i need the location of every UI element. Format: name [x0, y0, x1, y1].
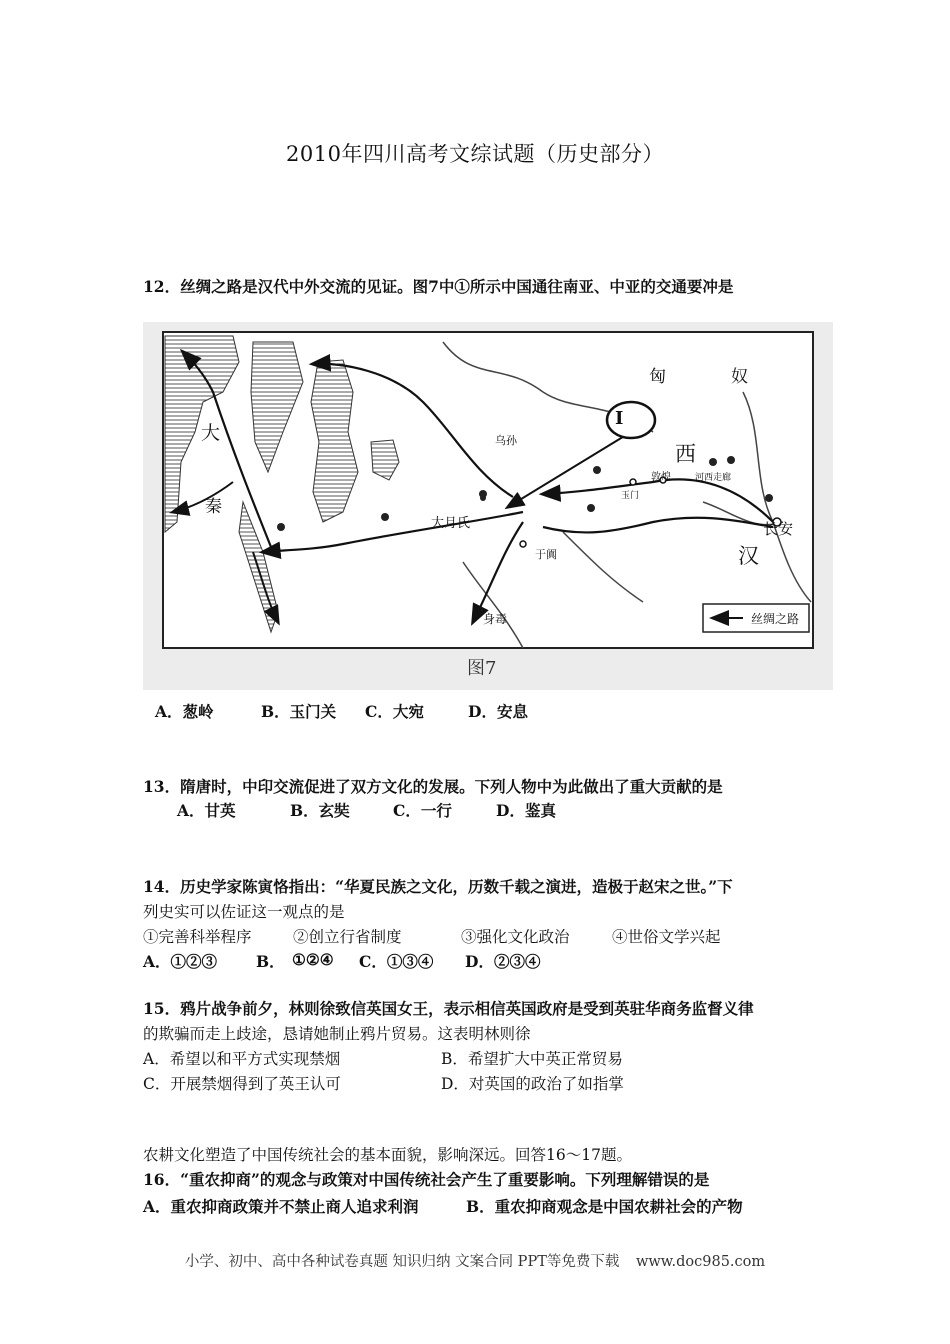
question-13-stem: 13．隋唐时，中印交流促进了双方文化的发展。下列人物中为此做出了重大贡献的是	[143, 777, 723, 796]
map-label-xiongnu-1: 匈	[649, 367, 666, 387]
q14-option-c: C．①③④	[359, 952, 434, 971]
map-label-wusun: 乌孙	[495, 434, 517, 447]
question-15-stem-line2: 的欺骗而走上歧途，恳请她制止鸦片贸易。这表明林则徐	[143, 1025, 531, 1043]
map-label-changan: 长安	[763, 520, 794, 538]
q14-item-3: ③强化文化政治	[461, 928, 570, 946]
q12-option-a: A．葱岭	[155, 702, 214, 721]
map-caption: 图7	[467, 658, 497, 679]
silk-road-map	[143, 322, 833, 690]
q14-item-4: ④世俗文学兴起	[612, 928, 721, 946]
map-label-han: 汉	[738, 544, 759, 568]
q14-option-b-value: ①②④	[292, 950, 334, 969]
map-label-shendu: 身毒	[483, 612, 508, 626]
question-16-stem: 16．“重农抑商”的观念与政策对中国传统社会产生了重要影响。下列理解错误的是	[143, 1170, 710, 1189]
q14-item-1: ①完善科举程序	[143, 928, 252, 946]
q14-option-b-prefix: B．	[256, 952, 285, 971]
map-legend-label: 丝绸之路	[751, 612, 800, 626]
question-15-stem-line1: 15．鸦片战争前夕，林则徐致信英国女王，表示相信英国政府是受到英驻华商务监督义律	[143, 999, 754, 1018]
q15-option-c: C．开展禁烟得到了英王认可	[143, 1075, 341, 1093]
q16-option-a: A．重农抑商政策并不禁止商人追求利润	[143, 1197, 419, 1216]
q13-option-b: B．玄奘	[290, 801, 350, 820]
map-label-hexi: 河西走廊	[695, 473, 732, 483]
map-label-qin: 秦	[205, 497, 222, 517]
map-label-xiongnu-2: 奴	[731, 367, 748, 387]
intro-16-17: 农耕文化塑造了中国传统社会的基本面貌，影响深远。回答16～17题。	[143, 1146, 632, 1164]
q13-option-c: C．一行	[393, 801, 452, 820]
map-label-xi: 西	[675, 442, 696, 466]
page-footer	[0, 1250, 950, 1271]
q14-option-d: D．②③④	[465, 952, 541, 971]
q15-option-b: B．希望扩大中英正常贸易	[441, 1050, 623, 1068]
q13-option-a: A．甘英	[177, 801, 236, 820]
q12-option-d: D．安息	[468, 702, 528, 721]
map-label-da: 大	[201, 422, 221, 444]
map-marker-label: Ⅰ	[615, 408, 624, 429]
map-label-dunhuang: 敦煌	[651, 472, 671, 483]
question-14-stem-line1: 14．历史学家陈寅恪指出：“华夏民族之文化，历数千载之演进，造极于赵宋之世。”下	[143, 877, 733, 896]
footer-url[interactable]: www.doc985.com	[635, 1254, 766, 1270]
map-label-dayuezhi: 大月氏	[431, 516, 471, 531]
map-label-yumen: 玉门	[621, 491, 640, 501]
map-label-yutian: 于阗	[535, 548, 557, 561]
q15-option-a: A．希望以和平方式实现禁烟	[143, 1050, 341, 1068]
q13-option-d: D．鉴真	[496, 801, 556, 820]
q16-option-b: B．重农抑商观念是中国农耕社会的产物	[466, 1197, 743, 1216]
q12-option-c: C．大宛	[365, 702, 424, 721]
q14-item-2: ②创立行省制度	[293, 928, 402, 946]
q14-option-a: A．①②③	[143, 952, 218, 971]
question-14-stem-line2: 列史实可以佐证这一观点的是	[143, 903, 345, 921]
footer-text: 小学、初中、高中各种试卷真题 知识归纳 文案合同 PPT等免费下载	[184, 1254, 620, 1270]
q15-option-d: D．对英国的政治了如指掌	[441, 1075, 624, 1093]
page-title: 2010年四川高考文综试题（历史部分）	[286, 142, 664, 166]
map-drawing	[143, 322, 833, 690]
q12-option-b: B．玉门关	[261, 702, 337, 721]
question-12-stem: 12．丝绸之路是汉代中外交流的见证。图7中①所示中国通往南亚、中亚的交通要冲是	[143, 277, 734, 296]
